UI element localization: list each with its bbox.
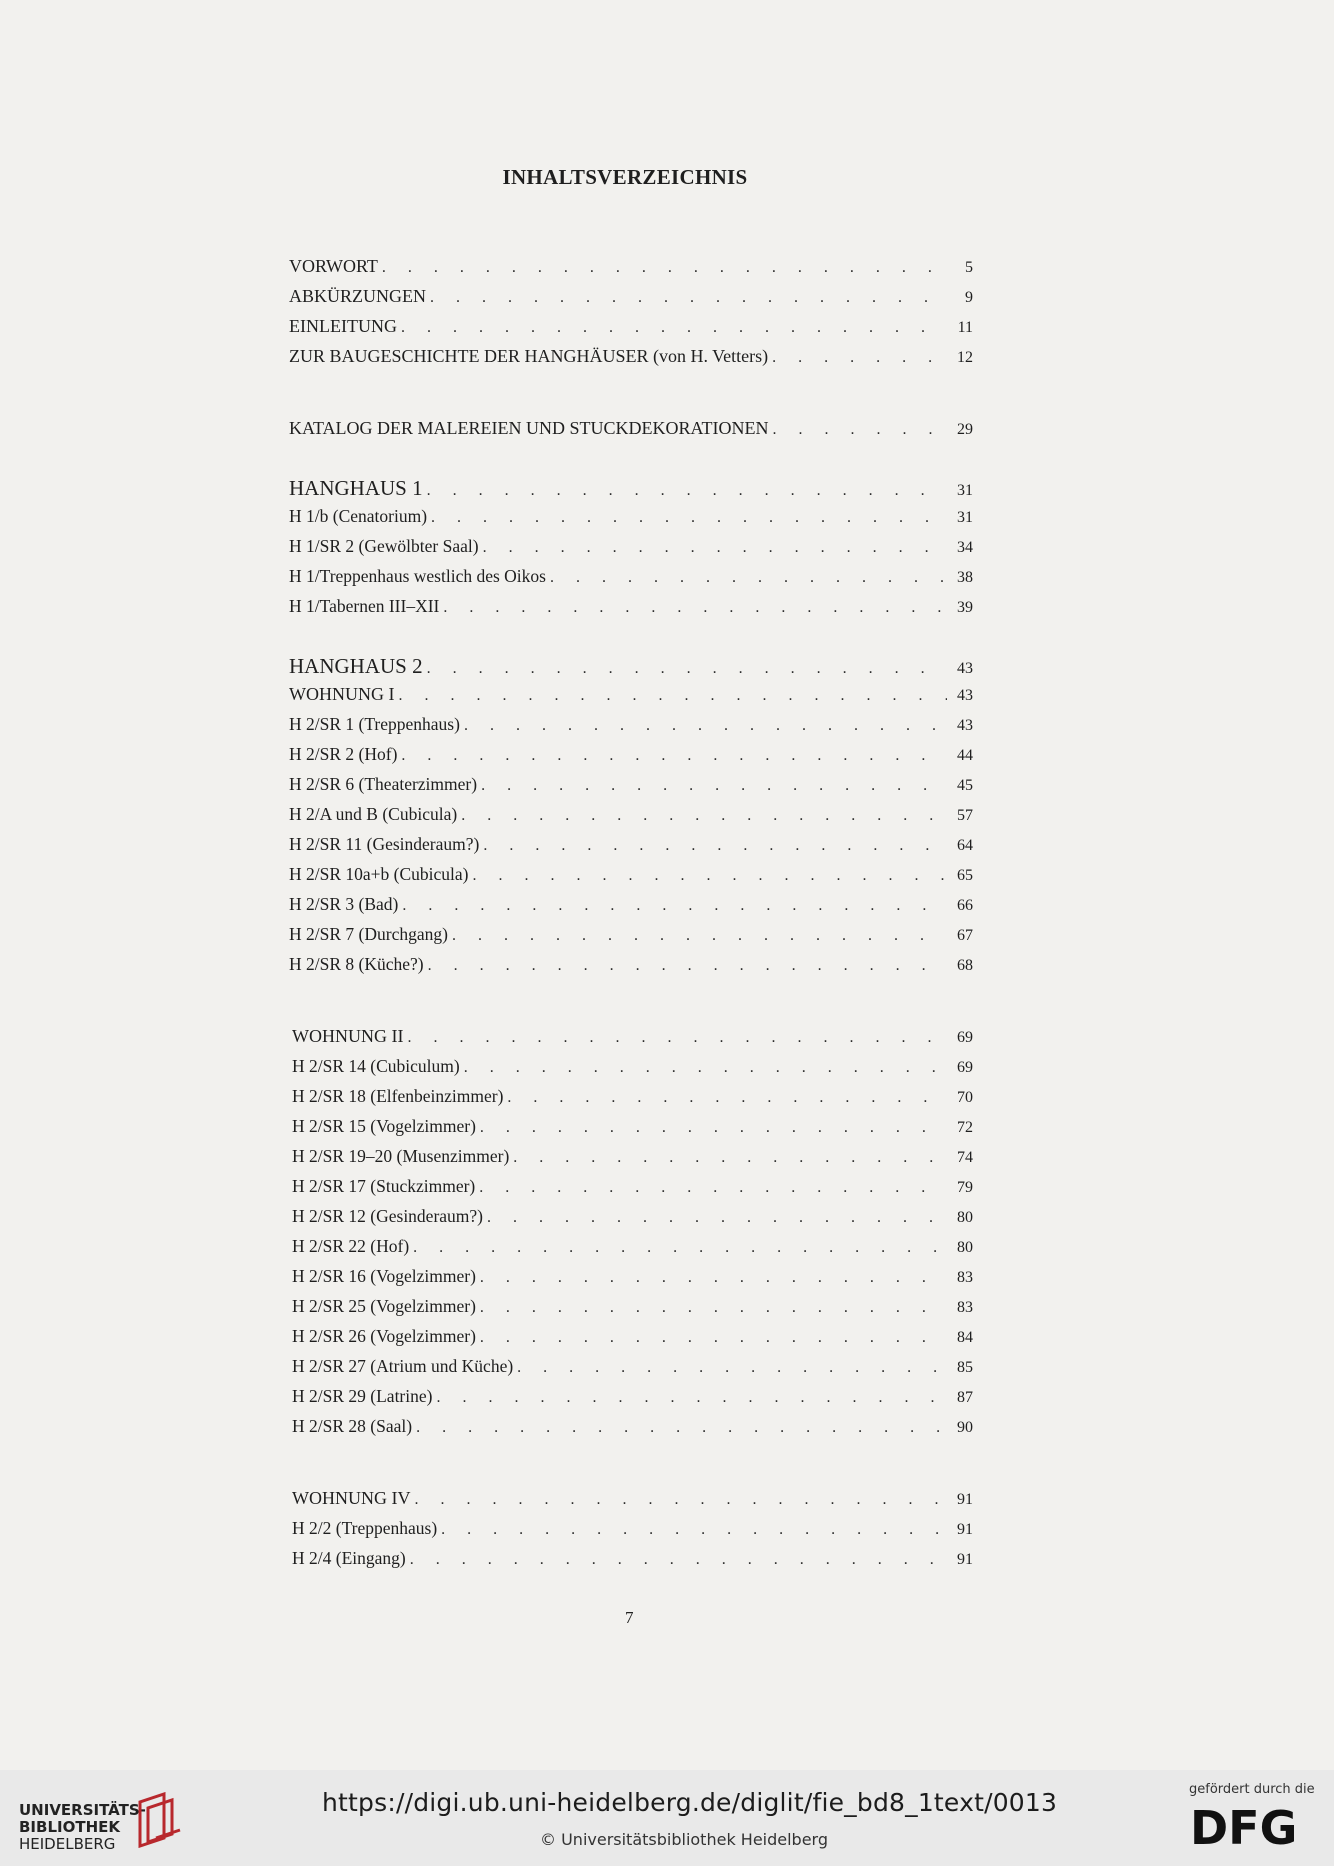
toc-entry[interactable] (289, 1386, 973, 1416)
toc-entry-page: 85 (957, 1359, 973, 1376)
toc-entry[interactable] (289, 744, 973, 774)
toc-entry[interactable] (289, 256, 973, 286)
toc-leader-dots (507, 1089, 947, 1107)
toc-entry[interactable] (289, 1548, 973, 1578)
toc-entry-label: H 2/SR 16 (Vogelzimmer) (292, 1266, 476, 1286)
toc-entry-label: HANGHAUS 2 (289, 654, 423, 678)
toc-entry[interactable] (289, 566, 973, 596)
toc-entry-label: H 1/Treppenhaus westlich des Oikos (289, 566, 546, 586)
toc-entry-page: 74 (957, 1149, 973, 1166)
toc-entry-label: H 2/SR 6 (Theaterzimmer) (289, 774, 478, 794)
toc-entry-page: 44 (957, 747, 973, 764)
copyright-notice: © Universitätsbibliothek Heidelberg (540, 1830, 829, 1849)
toc-entry-page: 11 (957, 319, 973, 336)
toc-entry[interactable] (289, 834, 973, 864)
toc-leader-dots (487, 1209, 947, 1227)
toc-leader-dots (401, 319, 947, 337)
toc-entry[interactable] (289, 418, 973, 448)
toc-leader-dots (480, 1119, 947, 1137)
toc-entry-label: H 2/SR 19–20 (Musenzimmer) (292, 1146, 510, 1166)
toc-entry-label: H 1/Tabernen III–XII (289, 596, 440, 616)
toc-entry-label: WOHNUNG I (289, 684, 395, 704)
toc-section-heading[interactable] (289, 476, 973, 506)
toc-entry[interactable] (289, 1236, 973, 1266)
toc-entry[interactable] (289, 1296, 973, 1326)
university-library-logo-icon (134, 1792, 184, 1848)
toc-entry[interactable] (289, 1086, 973, 1116)
toc-entry-page: 67 (957, 927, 973, 944)
toc-entry-page: 34 (957, 539, 973, 556)
page-number: 7 (625, 1608, 634, 1627)
toc-entry-page: 83 (957, 1299, 973, 1316)
toc-entry-label: H 1/SR 2 (Gewölbter Saal) (289, 536, 479, 556)
toc-entry[interactable] (289, 1326, 973, 1356)
toc-entry-label: H 2/SR 17 (Stuckzimmer) (292, 1176, 476, 1196)
toc-leader-dots (407, 1029, 947, 1047)
toc-entry-page: 68 (957, 957, 973, 974)
toc-entry-label: H 2/SR 1 (Treppenhaus) (289, 714, 460, 734)
toc-entry-page: 83 (957, 1269, 973, 1286)
toc-entry-page: 5 (965, 259, 973, 276)
toc-leader-dots (452, 927, 947, 945)
toc-entry-label: H 2/SR 8 (Küche?) (289, 954, 424, 974)
toc-entry-label: H 2/SR 27 (Atrium und Küche) (292, 1356, 514, 1376)
toc-entry-label: ABKÜRZUNGEN (289, 286, 426, 306)
toc-entry-label: WOHNUNG II (292, 1026, 404, 1046)
table-of-contents (289, 256, 973, 1578)
toc-entry-page: 69 (957, 1059, 973, 1076)
document-url-link[interactable]: https://digi.ub.uni-heidelberg.de/diglit/fie_bd8_1text/0013 (322, 1788, 1058, 1817)
toc-entry[interactable] (289, 1488, 973, 1518)
toc-entry[interactable] (289, 506, 973, 536)
dfg-logo-text: DFG (1190, 1801, 1298, 1852)
toc-entry-label: H 2/SR 25 (Vogelzimmer) (292, 1296, 476, 1316)
toc-leader-dots (483, 539, 947, 557)
toc-entry-page: 79 (957, 1179, 973, 1196)
toc-entry-label: H 2/SR 12 (Gesinderaum?) (292, 1206, 484, 1226)
toc-entry-label: HANGHAUS 1 (289, 476, 423, 500)
toc-entry[interactable] (289, 1356, 973, 1386)
toc-entry[interactable] (289, 316, 973, 346)
toc-entry-page: 90 (957, 1419, 973, 1436)
toc-entry-page: 91 (957, 1521, 973, 1538)
toc-entry[interactable] (289, 1116, 973, 1146)
toc-leader-dots (430, 289, 947, 307)
toc-entry[interactable] (289, 864, 973, 894)
toc-entry-label: H 2/SR 29 (Latrine) (292, 1386, 433, 1406)
toc-leader-dots (473, 867, 947, 885)
toc-leader-dots (461, 807, 947, 825)
toc-leader-dots (517, 1359, 947, 1377)
toc-entry-page: 70 (957, 1089, 973, 1106)
toc-leader-dots (441, 1521, 947, 1539)
toc-leader-dots (513, 1149, 947, 1167)
toc-leader-dots (772, 349, 947, 367)
library-name (19, 1802, 146, 1853)
toc-entry-label: H 2/SR 3 (Bad) (289, 894, 399, 914)
toc-entry-label: VORWORT (289, 256, 378, 276)
toc-entry-page: 45 (957, 777, 973, 794)
toc-leader-dots (431, 509, 947, 527)
library-name-line3: HEIDELBERG (19, 1835, 116, 1853)
toc-entry[interactable] (289, 286, 973, 316)
toc-entry-label: H 2/SR 28 (Saal) (292, 1416, 413, 1436)
toc-leader-dots (481, 777, 947, 795)
toc-entry[interactable] (289, 1026, 973, 1056)
toc-leader-dots (398, 687, 947, 705)
toc-entry[interactable] (289, 684, 973, 714)
toc-entry[interactable] (289, 596, 973, 626)
toc-leader-dots (436, 1389, 947, 1407)
toc-entry-page: 38 (957, 569, 973, 586)
toc-entry-label: EINLEITUNG (289, 316, 397, 336)
toc-entry-label: KATALOG DER MALEREIEN UND STUCKDEKORATIONEN (289, 418, 769, 438)
toc-entry-page: 80 (957, 1209, 973, 1226)
toc-entry-page: 64 (957, 837, 973, 854)
toc-entry[interactable] (289, 536, 973, 566)
page-title: INHALTSVERZEICHNIS (502, 165, 748, 189)
toc-entry-label: H 1/b (Cenatorium) (289, 506, 428, 526)
toc-leader-dots (413, 1239, 947, 1257)
toc-entry-page: 12 (957, 349, 973, 366)
toc-entry-page: 66 (957, 897, 973, 914)
toc-entry[interactable] (289, 774, 973, 804)
toc-entry-page: 29 (957, 421, 973, 438)
toc-leader-dots (464, 1059, 947, 1077)
toc-leader-dots (416, 1419, 947, 1437)
toc-entry[interactable] (289, 346, 973, 376)
toc-entry-label: H 2/2 (Treppenhaus) (292, 1518, 438, 1538)
toc-entry-page: 65 (957, 867, 973, 884)
toc-leader-dots (480, 1329, 947, 1347)
toc-leader-dots (480, 1299, 947, 1317)
toc-leader-dots (428, 957, 947, 975)
toc-entry-label: H 2/SR 7 (Durchgang) (289, 924, 448, 944)
toc-entry-page: 43 (957, 717, 973, 734)
toc-entry-page: 91 (957, 1491, 973, 1508)
toc-entry-page: 9 (965, 289, 973, 306)
toc-entry[interactable] (289, 1056, 973, 1086)
toc-leader-dots (382, 259, 947, 277)
toc-entry[interactable] (289, 1266, 973, 1296)
toc-leader-dots (443, 599, 947, 617)
toc-leader-dots (464, 717, 947, 735)
toc-leader-dots (480, 1269, 947, 1287)
toc-entry-page: 84 (957, 1329, 973, 1346)
toc-leader-dots (427, 482, 947, 500)
toc-entry-label: H 2/SR 22 (Hof) (292, 1236, 410, 1256)
toc-entry[interactable] (289, 954, 973, 984)
toc-leader-dots (402, 897, 947, 915)
toc-entry[interactable] (289, 924, 973, 954)
toc-entry-label: H 2/SR 14 (Cubiculum) (292, 1056, 460, 1076)
toc-entry[interactable] (289, 894, 973, 924)
toc-entry-page: 91 (957, 1551, 973, 1568)
toc-section-heading[interactable] (289, 654, 973, 684)
toc-entry-page: 43 (957, 660, 973, 677)
toc-entry-page: 72 (957, 1119, 973, 1136)
toc-entry-page: 87 (957, 1389, 973, 1406)
toc-entry[interactable] (289, 1146, 973, 1176)
toc-entry[interactable] (289, 1518, 973, 1548)
toc-entry-page: 69 (957, 1029, 973, 1046)
toc-entry-label: WOHNUNG IV (292, 1488, 411, 1508)
toc-entry-page: 39 (957, 599, 973, 616)
toc-leader-dots (550, 569, 947, 587)
toc-entry[interactable] (289, 1176, 973, 1206)
library-name-line1: UNIVERSITÄTS- (19, 1801, 146, 1819)
toc-leader-dots (479, 1179, 947, 1197)
toc-leader-dots (483, 837, 947, 855)
toc-entry-page: 57 (957, 807, 973, 824)
viewer-footer (0, 1770, 1334, 1866)
toc-entry-page: 31 (957, 482, 973, 499)
toc-leader-dots (410, 1551, 947, 1569)
library-name-line2: BIBLIOTHEK (19, 1818, 120, 1836)
toc-entry-label: H 2/SR 18 (Elfenbeinzimmer) (292, 1086, 504, 1106)
toc-entry[interactable] (289, 1206, 973, 1236)
toc-entry-label: H 2/SR 2 (Hof) (289, 744, 398, 764)
toc-entry[interactable] (289, 1416, 973, 1446)
toc-leader-dots (414, 1491, 947, 1509)
toc-entry[interactable] (289, 804, 973, 834)
toc-entry[interactable] (289, 714, 973, 744)
toc-entry-label: H 2/SR 15 (Vogelzimmer) (292, 1116, 476, 1136)
toc-leader-dots (773, 421, 947, 439)
toc-entry-label: H 2/SR 11 (Gesinderaum?) (289, 834, 480, 854)
toc-entry-page: 31 (957, 509, 973, 526)
toc-entry-page: 80 (957, 1239, 973, 1256)
toc-entry-label: H 2/SR 26 (Vogelzimmer) (292, 1326, 476, 1346)
toc-entry-label: ZUR BAUGESCHICHTE DER HANGHÄUSER (von H. Vetters) (289, 346, 769, 366)
toc-entry-label: H 2/4 (Eingang) (292, 1548, 406, 1568)
funding-note: gefördert durch die (1189, 1782, 1315, 1797)
toc-entry-page: 43 (957, 687, 973, 704)
toc-leader-dots (401, 747, 947, 765)
toc-entry-label: H 2/SR 10a+b (Cubicula) (289, 864, 469, 884)
toc-leader-dots (427, 660, 947, 678)
dfg-logo-icon (1188, 1800, 1314, 1852)
toc-entry-label: H 2/A und B (Cubicula) (289, 804, 458, 824)
